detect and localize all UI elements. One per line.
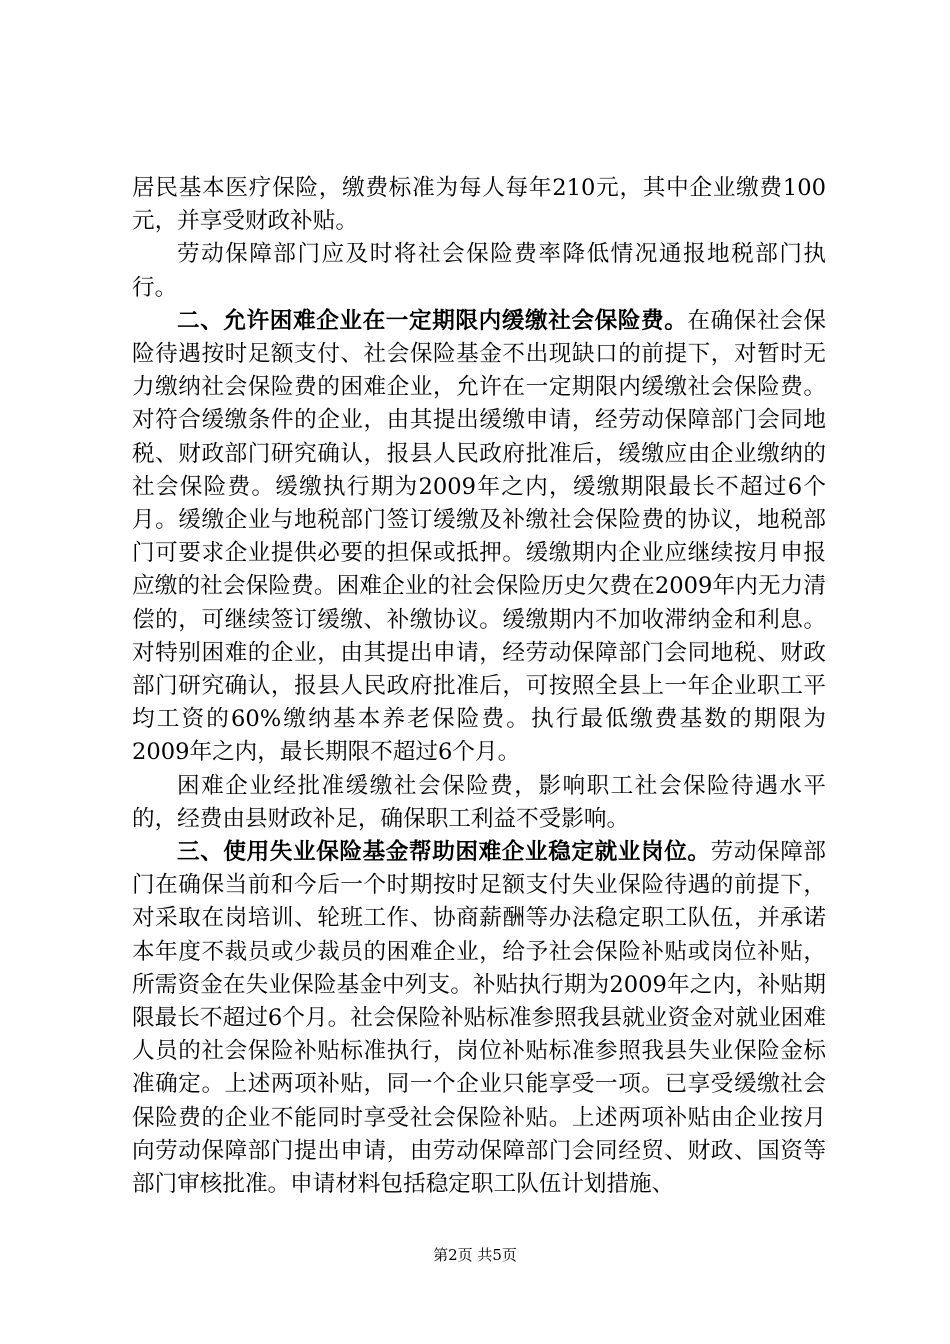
section-body-3: 劳动保障部门在确保当前和今后一个时期按时足额支付失业保险待遇的前提下，对采取在岗培训、轮班工作、协商薪酬等办法稳定职工队伍，并承诺本年度不裁员或少裁员的困难企业，给予社会保险补贴或岗位补贴，所需资金在失业保险基金中列支。补贴执行期为2009年之内，补贴期限最长不超过6个月。社会保险补贴标准参照我县就业资金对就业困难人员的社会保险补贴标准执行，岗位补贴标准参照我县失业保险金标准确定。上述两项补贴，同一个企业只能享受一项。已享受缓缴社会保险费的企业不能同时享受社会保险补贴。上述两项补贴由企业按月向劳动保障部门提出申请，由劳动保障部门会同经贸、财政、国资等部门审核批准。申请材料包括稳定职工队伍计划措施、 [132, 839, 827, 1198]
paragraph-unemployment-fund [132, 836, 826, 1201]
paragraph-medical-insurance: 居民基本医疗保险，缴费标准为每人每年210元，其中企业缴费100元，并享受财政补贴。 [132, 175, 826, 235]
section-body-2: 在确保社会保险待遇按时足额支付、社会保险基金不出现缺口的前提下，对暂时无力缴纳社会保险费的困难企业，允许在一定期限内缓缴社会保险费。对符合缓缴条件的企业，由其提出缓缴申请，经劳动保障部门会同地税、财政部门研究确认，报县人民政府批准后，缓缴应由企业缴纳的社会保险费。缓缴执行期为2009年之内，缓缴期限最长不超过6个月。缓缴企业与地税部门签订缓缴及补缴社会保险费的协议，地税部门可要求企业提供必要的担保或抵押。缓缴期内企业应继续按月申报应缴的社会保险费。困难企业的社会保险历史欠费在2009年内无力清偿的，可继续签订缓缴、补缴协议。缓缴期内不加收滞纳金和利息。对特别困难的企业，由其提出申请，经劳动保障部门会同地税、财政部门研究确认，报县人民政府批准后，可按照全县上一年企业职工平均工资的60%缴纳基本养老保险费。执行最低缴费基数的期限为2009年之内，最长期限不超过6个月。 [132, 307, 827, 766]
page-number-footer: 第2页 共5页 [433, 1246, 517, 1264]
paragraph-rate-notice: 劳动保障部门应及时将社会保险费率降低情况通报地税部门执行。 [132, 241, 826, 301]
paragraph-deferred-payment [132, 305, 826, 770]
document-body [132, 172, 826, 1201]
paragraph-fiscal-compensation: 困难企业经批准缓缴社会保险费，影响职工社会保险待遇水平的，经费由县财政补足，确保职工利益不受影响。 [132, 772, 826, 832]
section-heading-2: 二、允许困难企业在一定期限内缓缴社会保险费。 [177, 307, 688, 334]
section-heading-3: 三、使用失业保险基金帮助困难企业稳定就业岗位。 [177, 839, 711, 866]
